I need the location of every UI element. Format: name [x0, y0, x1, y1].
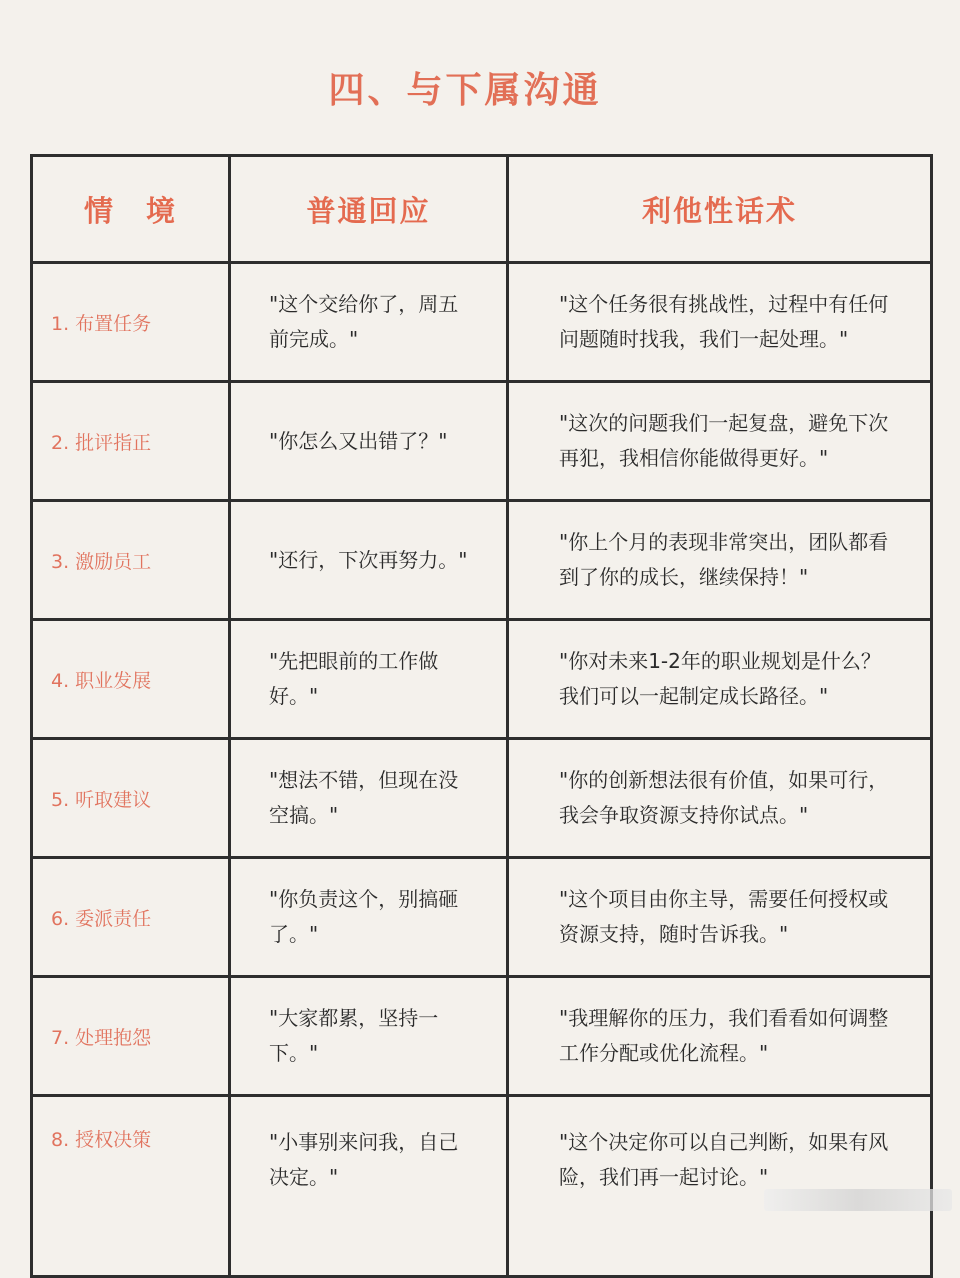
normal-response-cell: "想法不错，但现在没空搞。" [269, 768, 459, 827]
altruistic-phrasing-cell: "这次的问题我们一起复盘，避免下次再犯，我相信你能做得更好。" [559, 411, 889, 470]
normal-response-cell: "还行，下次再努力。" [269, 547, 468, 572]
situation-cell: 6. 委派责任 [51, 907, 152, 930]
table-row [32, 858, 932, 977]
situation-cell: 8. 授权决策 [51, 1129, 152, 1151]
table-row [32, 501, 932, 620]
header-situation: 情 境 [32, 156, 230, 263]
table-row [32, 382, 932, 501]
altruistic-phrasing-cell: "你上个月的表现非常突出，团队都看到了你的成长，继续保持！" [559, 530, 889, 589]
header-altruistic-phrasing: 利他性话术 [508, 156, 932, 263]
altruistic-phrasing-cell: "我理解你的压力，我们看看如何调整工作分配或优化流程。" [559, 1006, 889, 1065]
situation-cell: 5. 听取建议 [51, 788, 152, 811]
situation-cell: 3. 激励员工 [51, 550, 152, 573]
altruistic-phrasing-cell: "这个任务很有挑战性，过程中有任何问题随时找我，我们一起处理。" [559, 292, 889, 351]
situation-cell: 4. 职业发展 [51, 669, 152, 692]
normal-response-cell: "大家都累，坚持一下。" [269, 1006, 439, 1065]
normal-response-cell: "你负责这个，别搞砸了。" [269, 887, 459, 946]
altruistic-phrasing-cell: "这个项目由你主导，需要任何授权或资源支持，随时告诉我。" [559, 887, 889, 946]
communication-table [30, 154, 933, 1278]
situation-cell: 2. 批评指正 [51, 431, 152, 454]
table-row [32, 739, 932, 858]
altruistic-phrasing-cell: "你的创新想法很有价值，如果可行，我会争取资源支持你试点。" [559, 768, 889, 827]
table-row [32, 263, 932, 382]
normal-response-cell: "你怎么又出错了？" [269, 428, 448, 453]
normal-response-cell: "这个交给你了，周五前完成。" [269, 292, 459, 351]
table-row [32, 977, 932, 1096]
watermark-overlay [764, 1189, 952, 1211]
normal-response-cell: "先把眼前的工作做好。" [269, 649, 439, 708]
situation-cell: 7. 处理抱怨 [51, 1026, 152, 1049]
table-row [32, 1096, 932, 1277]
page-title: 四、与下属沟通 [328, 70, 602, 111]
altruistic-phrasing-cell: "这个决定你可以自己判断，如果有风险，我们再一起讨论。" [559, 1130, 889, 1189]
table-row [32, 620, 932, 739]
situation-cell: 1. 布置任务 [51, 312, 152, 335]
normal-response-cell: "小事别来问我，自己决定。" [269, 1130, 459, 1189]
altruistic-phrasing-cell: "你对未来1-2年的职业规划是什么？我们可以一起制定成长路径。" [559, 649, 881, 708]
table-header-row [32, 156, 932, 263]
header-normal-response: 普通回应 [230, 156, 508, 263]
